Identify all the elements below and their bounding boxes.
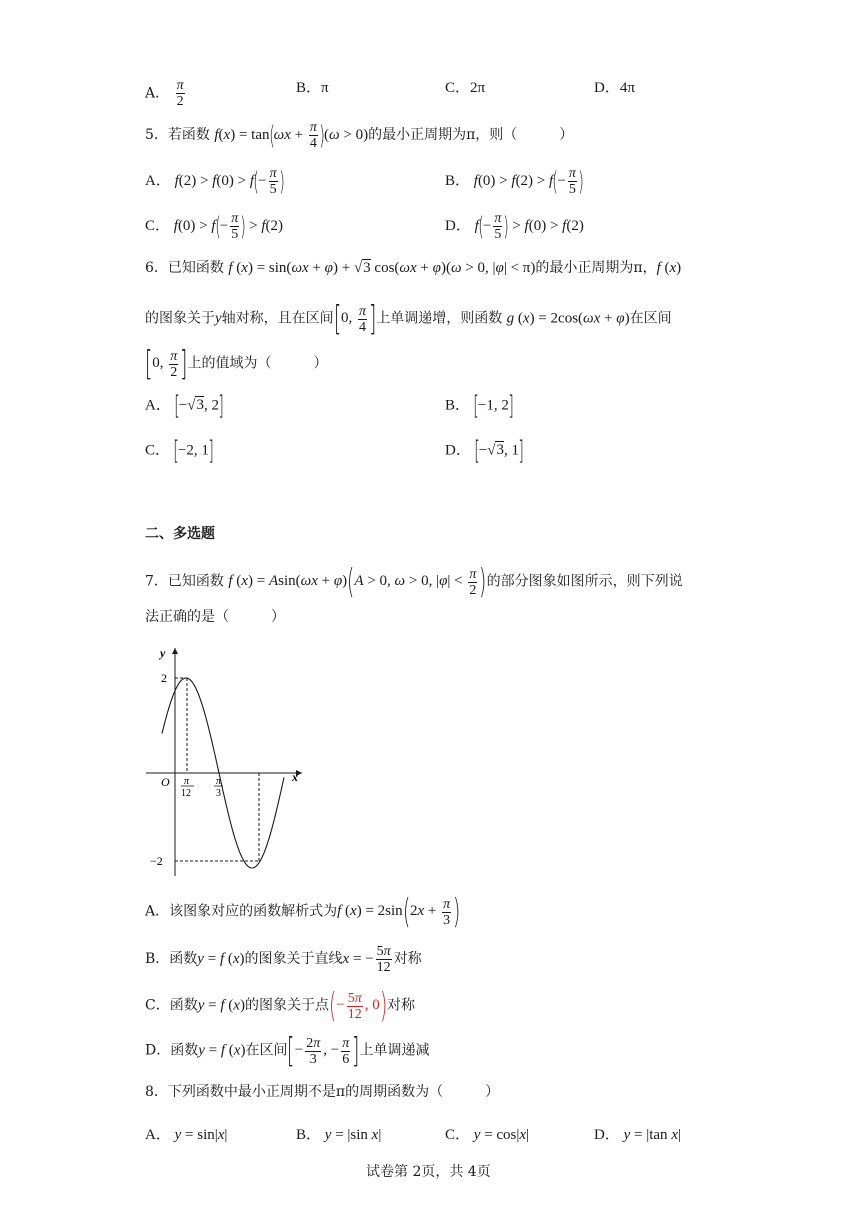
- y-axis-label: y: [160, 646, 166, 660]
- tick-pi-3-den: 3: [216, 788, 221, 799]
- option-letter: A．: [145, 1127, 171, 1143]
- g-function: g (x) = 2cos(ωx + φ): [506, 310, 630, 327]
- option-letter: C．: [145, 442, 171, 459]
- q6-stem-line1: 6．已知函数 f (x) = sin(ωx + φ) + √3 cos(ωx + φ)(ω > 0, |φ| < π)的最小正周期为π，f (x): [145, 260, 682, 276]
- option-text: 对称: [393, 950, 422, 967]
- q6-option-b: B． [−1, 2]: [445, 391, 514, 421]
- y-max-label: 2: [161, 671, 167, 685]
- question-number: 5．: [145, 126, 168, 143]
- tick-pi-12-den: 12: [181, 788, 191, 799]
- q6-function: f (x) = sin(ωx + φ) + √3 cos(ωx + φ)(ω > 0, |φ| < π): [228, 260, 536, 276]
- q7-option-d: D．函数y = f (x)在区间[− $\frac{2\pi}{3}$ , − $\frac{\pi}{6}$ ]上单调递减: [145, 1031, 430, 1071]
- q5-option-d: D． f(− $\frac{\pi}{5}$ ) > f(0) > f(2): [445, 211, 584, 242]
- q7-sine-graph: [142, 643, 312, 878]
- option-text: A．该图象对应的函数解析式为: [145, 903, 338, 920]
- question-text: 在区间: [629, 310, 672, 327]
- question-text: 上的值域为（ ）: [187, 355, 328, 372]
- q4-option-c: [445, 78, 485, 98]
- q7-function: f (x) = Asin(ωx + φ)(A > 0, ω > 0, |φ| < $\frac{\pi}{2}$ ): [228, 562, 487, 602]
- q5-option-c: C． f(0) > f(− $\frac{\pi}{5}$ ) > f(2): [145, 211, 283, 242]
- option-letter: A．: [145, 172, 171, 189]
- q6-option-c: C． [−2, 1]: [145, 436, 214, 466]
- q5-stem: [145, 120, 573, 151]
- option-value: 4π: [619, 80, 635, 96]
- q5-option-a: A． f(2) > f(0) > f(− $\frac{\pi}{5}$ ): [145, 166, 285, 197]
- highlighted-point: (− $\frac{5\pi}{12}$ , 0): [328, 986, 387, 1026]
- question-text: 若函数: [167, 126, 210, 143]
- q8-stem: 8．下列函数中最小正周期不是π的周期函数为（ ）: [145, 1084, 500, 1100]
- option-value: 2π: [470, 80, 486, 96]
- interval: [0, $\frac{\pi}{2}$ ]: [144, 344, 188, 384]
- q6-option-d: D． [−√3, 1]: [445, 436, 524, 466]
- q7-stem-line1: [145, 562, 683, 602]
- q6-option-a: A． [−√3, 2]: [145, 391, 224, 421]
- question-text: 的最小正周期为π，: [535, 260, 657, 276]
- q4-option-a: [145, 78, 187, 109]
- q8-option-b: B． y = |sin x|: [296, 1127, 382, 1143]
- q8-option-d: D． y = |tan x|: [594, 1127, 681, 1143]
- q7-option-b: B．函数y = f (x)的图象关于直线x = − $\frac{5\pi}{12}$ 对称: [145, 944, 422, 975]
- q8-option-c: C． y = cos|x|: [445, 1127, 530, 1143]
- section-title: 二、多选题: [145, 526, 215, 542]
- option-letter: C．: [145, 217, 171, 234]
- q6-stem-line2: [145, 299, 672, 339]
- y-variable: y: [215, 310, 222, 327]
- x-axis-label: x: [292, 770, 298, 784]
- option-formula: f (x) = 2sin(2x + $\frac{\pi}{3}$ ): [337, 892, 461, 932]
- option-letter: D．: [594, 80, 620, 96]
- q5-option-b: B． f(0) > f(2) > f(− $\frac{\pi}{5}$ ): [445, 166, 584, 197]
- option-text: B．函数: [145, 950, 198, 967]
- question-text: 的最小正周期为π，则（ ）: [368, 126, 574, 143]
- q7-stem-line2: 法正确的是（ ）: [145, 609, 285, 625]
- option-letter: D．: [445, 442, 471, 459]
- option-letter: D．: [445, 217, 471, 234]
- q6-stem-line3: [144, 344, 328, 384]
- option-letter: D．: [594, 1127, 620, 1143]
- option-text: C．函数: [145, 997, 198, 1014]
- question-text: 轴对称，且在区间: [221, 310, 334, 327]
- option-text: 的图象关于点: [244, 997, 329, 1014]
- option-letter: A．: [145, 85, 170, 102]
- y-min-label: −2: [150, 854, 163, 868]
- option-text: 的图象关于直线: [244, 950, 343, 967]
- option-text: D．函数: [145, 1042, 199, 1059]
- q4-option-b: [296, 78, 329, 98]
- option-letter: B．: [296, 1127, 322, 1143]
- option-letter: A．: [145, 397, 171, 414]
- option-letter: B．: [445, 172, 471, 189]
- option-letter: C．: [445, 80, 471, 96]
- tick-pi-3-num: π: [216, 776, 222, 787]
- tick-pi-12-num: π: [184, 776, 190, 787]
- option-letter: B．: [445, 397, 471, 414]
- question-text: 的部分图象如图所示，则下列说: [486, 573, 683, 590]
- interval: [0, $\frac{\pi}{4}$ ]: [333, 299, 377, 339]
- origin-label: O: [161, 775, 170, 789]
- option-value: π: [321, 80, 329, 96]
- option-letter: B．: [296, 80, 322, 96]
- option-text: 上单调递减: [359, 1042, 430, 1059]
- option-letter: C．: [445, 1127, 471, 1143]
- option-text: 对称: [386, 997, 415, 1014]
- question-text: 7．已知函数: [145, 573, 224, 590]
- question-text: 上单调递增，则函数: [376, 310, 503, 327]
- fraction: $\frac{\pi}{2}$: [176, 78, 184, 109]
- option-text: 在区间: [245, 1042, 288, 1059]
- question-text: 6．已知函数: [145, 260, 224, 276]
- q7-option-c: C．函数y = f (x)的图象关于点(− $\frac{5\pi}{12}$ , 0)对称: [145, 986, 415, 1026]
- q8-option-a: A． y = sin|x|: [145, 1127, 228, 1143]
- q5-function: f(x) = tan(ωx + $\frac{\pi}{4}$ )(ω > 0): [214, 120, 369, 151]
- q7-option-a: [145, 892, 461, 932]
- page-footer: 试卷第 2页，共 4页: [366, 1164, 491, 1180]
- question-text: 的图象关于: [145, 310, 215, 327]
- q4-option-d: [594, 78, 635, 98]
